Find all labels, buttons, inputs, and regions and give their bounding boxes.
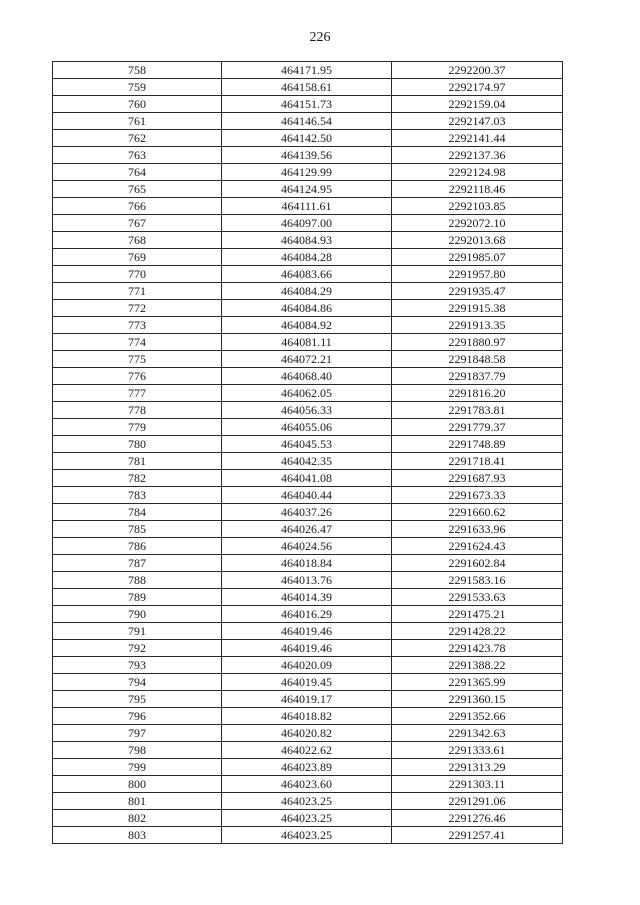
coordinates-table-body — [53, 62, 563, 844]
point-number-cell: 778 — [53, 402, 222, 419]
point-number-cell: 782 — [53, 470, 222, 487]
point-number-cell: 776 — [53, 368, 222, 385]
point-number-cell: 786 — [53, 538, 222, 555]
table-row — [53, 708, 563, 725]
table-row — [53, 504, 563, 521]
y-coordinate-cell: 2291583.16 — [392, 572, 563, 589]
point-number-cell: 797 — [53, 725, 222, 742]
x-coordinate-cell: 464023.25 — [222, 827, 392, 844]
point-number-cell: 768 — [53, 232, 222, 249]
x-coordinate-cell: 464083.66 — [222, 266, 392, 283]
x-coordinate-cell: 464041.08 — [222, 470, 392, 487]
coordinates-table — [52, 61, 563, 844]
y-coordinate-cell: 2291333.61 — [392, 742, 563, 759]
y-coordinate-cell: 2291935.47 — [392, 283, 563, 300]
y-coordinate-cell: 2291533.63 — [392, 589, 563, 606]
point-number-cell: 772 — [53, 300, 222, 317]
y-coordinate-cell: 2291342.63 — [392, 725, 563, 742]
table-row — [53, 470, 563, 487]
y-coordinate-cell: 2291633.96 — [392, 521, 563, 538]
x-coordinate-cell: 464045.53 — [222, 436, 392, 453]
x-coordinate-cell: 464023.89 — [222, 759, 392, 776]
x-coordinate-cell: 464146.54 — [222, 113, 392, 130]
y-coordinate-cell: 2292013.68 — [392, 232, 563, 249]
table-row — [53, 419, 563, 436]
point-number-cell: 763 — [53, 147, 222, 164]
x-coordinate-cell: 464142.50 — [222, 130, 392, 147]
y-coordinate-cell: 2291848.58 — [392, 351, 563, 368]
point-number-cell: 793 — [53, 657, 222, 674]
table-row — [53, 827, 563, 844]
y-coordinate-cell: 2292147.03 — [392, 113, 563, 130]
table-row — [53, 674, 563, 691]
x-coordinate-cell: 464171.95 — [222, 62, 392, 79]
x-coordinate-cell: 464084.29 — [222, 283, 392, 300]
x-coordinate-cell: 464081.11 — [222, 334, 392, 351]
table-row — [53, 113, 563, 130]
point-number-cell: 800 — [53, 776, 222, 793]
point-number-cell: 774 — [53, 334, 222, 351]
x-coordinate-cell: 464020.82 — [222, 725, 392, 742]
x-coordinate-cell: 464084.28 — [222, 249, 392, 266]
point-number-cell: 789 — [53, 589, 222, 606]
point-number-cell: 759 — [53, 79, 222, 96]
point-number-cell: 762 — [53, 130, 222, 147]
y-coordinate-cell: 2291748.89 — [392, 436, 563, 453]
x-coordinate-cell: 464158.61 — [222, 79, 392, 96]
x-coordinate-cell: 464111.61 — [222, 198, 392, 215]
table-row — [53, 266, 563, 283]
x-coordinate-cell: 464062.05 — [222, 385, 392, 402]
point-number-cell: 775 — [53, 351, 222, 368]
point-number-cell: 766 — [53, 198, 222, 215]
y-coordinate-cell: 2291673.33 — [392, 487, 563, 504]
point-number-cell: 779 — [53, 419, 222, 436]
point-number-cell: 769 — [53, 249, 222, 266]
y-coordinate-cell: 2291837.79 — [392, 368, 563, 385]
y-coordinate-cell: 2292072.10 — [392, 215, 563, 232]
y-coordinate-cell: 2291276.46 — [392, 810, 563, 827]
point-number-cell: 770 — [53, 266, 222, 283]
point-number-cell: 790 — [53, 606, 222, 623]
y-coordinate-cell: 2291428.22 — [392, 623, 563, 640]
y-coordinate-cell: 2291602.84 — [392, 555, 563, 572]
point-number-cell: 803 — [53, 827, 222, 844]
table-row — [53, 725, 563, 742]
point-number-cell: 791 — [53, 623, 222, 640]
table-row — [53, 793, 563, 810]
x-coordinate-cell: 464084.86 — [222, 300, 392, 317]
y-coordinate-cell: 2291475.21 — [392, 606, 563, 623]
point-number-cell: 795 — [53, 691, 222, 708]
y-coordinate-cell: 2291360.15 — [392, 691, 563, 708]
table-row — [53, 691, 563, 708]
point-number-cell: 767 — [53, 215, 222, 232]
y-coordinate-cell: 2291957.80 — [392, 266, 563, 283]
table-row — [53, 538, 563, 555]
table-row — [53, 589, 563, 606]
y-coordinate-cell: 2292200.37 — [392, 62, 563, 79]
table-row — [53, 283, 563, 300]
table-row — [53, 657, 563, 674]
x-coordinate-cell: 464016.29 — [222, 606, 392, 623]
x-coordinate-cell: 464124.95 — [222, 181, 392, 198]
table-row — [53, 130, 563, 147]
point-number-cell: 761 — [53, 113, 222, 130]
x-coordinate-cell: 464024.56 — [222, 538, 392, 555]
point-number-cell: 783 — [53, 487, 222, 504]
table-row — [53, 572, 563, 589]
x-coordinate-cell: 464042.35 — [222, 453, 392, 470]
y-coordinate-cell: 2291687.93 — [392, 470, 563, 487]
x-coordinate-cell: 464084.92 — [222, 317, 392, 334]
y-coordinate-cell: 2291779.37 — [392, 419, 563, 436]
point-number-cell: 794 — [53, 674, 222, 691]
point-number-cell: 758 — [53, 62, 222, 79]
point-number-cell: 760 — [53, 96, 222, 113]
y-coordinate-cell: 2291291.06 — [392, 793, 563, 810]
table-row — [53, 215, 563, 232]
point-number-cell: 764 — [53, 164, 222, 181]
x-coordinate-cell: 464084.93 — [222, 232, 392, 249]
point-number-cell: 798 — [53, 742, 222, 759]
table-row — [53, 351, 563, 368]
x-coordinate-cell: 464068.40 — [222, 368, 392, 385]
point-number-cell: 802 — [53, 810, 222, 827]
table-row — [53, 334, 563, 351]
table-row — [53, 487, 563, 504]
x-coordinate-cell: 464013.76 — [222, 572, 392, 589]
table-row — [53, 623, 563, 640]
table-row — [53, 317, 563, 334]
table-row — [53, 606, 563, 623]
y-coordinate-cell: 2291388.22 — [392, 657, 563, 674]
table-row — [53, 742, 563, 759]
point-number-cell: 784 — [53, 504, 222, 521]
x-coordinate-cell: 464139.56 — [222, 147, 392, 164]
x-coordinate-cell: 464072.21 — [222, 351, 392, 368]
x-coordinate-cell: 464026.47 — [222, 521, 392, 538]
point-number-cell: 796 — [53, 708, 222, 725]
y-coordinate-cell: 2291783.81 — [392, 402, 563, 419]
table-row — [53, 96, 563, 113]
table-row — [53, 368, 563, 385]
y-coordinate-cell: 2292159.04 — [392, 96, 563, 113]
table-row — [53, 249, 563, 266]
table-row — [53, 79, 563, 96]
y-coordinate-cell: 2291257.41 — [392, 827, 563, 844]
point-number-cell: 787 — [53, 555, 222, 572]
x-coordinate-cell: 464040.44 — [222, 487, 392, 504]
y-coordinate-cell: 2291660.62 — [392, 504, 563, 521]
y-coordinate-cell: 2291352.66 — [392, 708, 563, 725]
y-coordinate-cell: 2291718.41 — [392, 453, 563, 470]
table-row — [53, 453, 563, 470]
x-coordinate-cell: 464019.46 — [222, 640, 392, 657]
point-number-cell: 771 — [53, 283, 222, 300]
table-row — [53, 436, 563, 453]
y-coordinate-cell: 2291624.43 — [392, 538, 563, 555]
y-coordinate-cell: 2291913.35 — [392, 317, 563, 334]
point-number-cell: 799 — [53, 759, 222, 776]
point-number-cell: 788 — [53, 572, 222, 589]
y-coordinate-cell: 2292118.46 — [392, 181, 563, 198]
x-coordinate-cell: 464019.46 — [222, 623, 392, 640]
y-coordinate-cell: 2292137.36 — [392, 147, 563, 164]
table-row — [53, 521, 563, 538]
x-coordinate-cell: 464055.06 — [222, 419, 392, 436]
point-number-cell: 765 — [53, 181, 222, 198]
x-coordinate-cell: 464037.26 — [222, 504, 392, 521]
x-coordinate-cell: 464020.09 — [222, 657, 392, 674]
y-coordinate-cell: 2291985.07 — [392, 249, 563, 266]
table-row — [53, 402, 563, 419]
x-coordinate-cell: 464019.45 — [222, 674, 392, 691]
x-coordinate-cell: 464023.25 — [222, 793, 392, 810]
point-number-cell: 792 — [53, 640, 222, 657]
page-number: 226 — [309, 30, 331, 45]
table-row — [53, 759, 563, 776]
table-row — [53, 555, 563, 572]
x-coordinate-cell: 464023.60 — [222, 776, 392, 793]
y-coordinate-cell: 2291880.97 — [392, 334, 563, 351]
table-row — [53, 181, 563, 198]
y-coordinate-cell: 2291423.78 — [392, 640, 563, 657]
point-number-cell: 785 — [53, 521, 222, 538]
point-number-cell: 801 — [53, 793, 222, 810]
y-coordinate-cell: 2291365.99 — [392, 674, 563, 691]
point-number-cell: 781 — [53, 453, 222, 470]
y-coordinate-cell: 2291303.11 — [392, 776, 563, 793]
point-number-cell: 777 — [53, 385, 222, 402]
y-coordinate-cell: 2292141.44 — [392, 130, 563, 147]
x-coordinate-cell: 464151.73 — [222, 96, 392, 113]
table-row — [53, 232, 563, 249]
table-row — [53, 776, 563, 793]
y-coordinate-cell: 2291915.38 — [392, 300, 563, 317]
table-row — [53, 62, 563, 79]
table-row — [53, 810, 563, 827]
table-row — [53, 640, 563, 657]
x-coordinate-cell: 464023.25 — [222, 810, 392, 827]
x-coordinate-cell: 464018.84 — [222, 555, 392, 572]
table-row — [53, 147, 563, 164]
x-coordinate-cell: 464014.39 — [222, 589, 392, 606]
y-coordinate-cell: 2292174.97 — [392, 79, 563, 96]
x-coordinate-cell: 464056.33 — [222, 402, 392, 419]
x-coordinate-cell: 464019.17 — [222, 691, 392, 708]
x-coordinate-cell: 464097.00 — [222, 215, 392, 232]
x-coordinate-cell: 464018.82 — [222, 708, 392, 725]
x-coordinate-cell: 464022.62 — [222, 742, 392, 759]
table-row — [53, 385, 563, 402]
table-row — [53, 198, 563, 215]
y-coordinate-cell: 2291313.29 — [392, 759, 563, 776]
table-row — [53, 164, 563, 181]
table-row — [53, 300, 563, 317]
y-coordinate-cell: 2292103.85 — [392, 198, 563, 215]
y-coordinate-cell: 2291816.20 — [392, 385, 563, 402]
point-number-cell: 780 — [53, 436, 222, 453]
y-coordinate-cell: 2292124.98 — [392, 164, 563, 181]
x-coordinate-cell: 464129.99 — [222, 164, 392, 181]
point-number-cell: 773 — [53, 317, 222, 334]
